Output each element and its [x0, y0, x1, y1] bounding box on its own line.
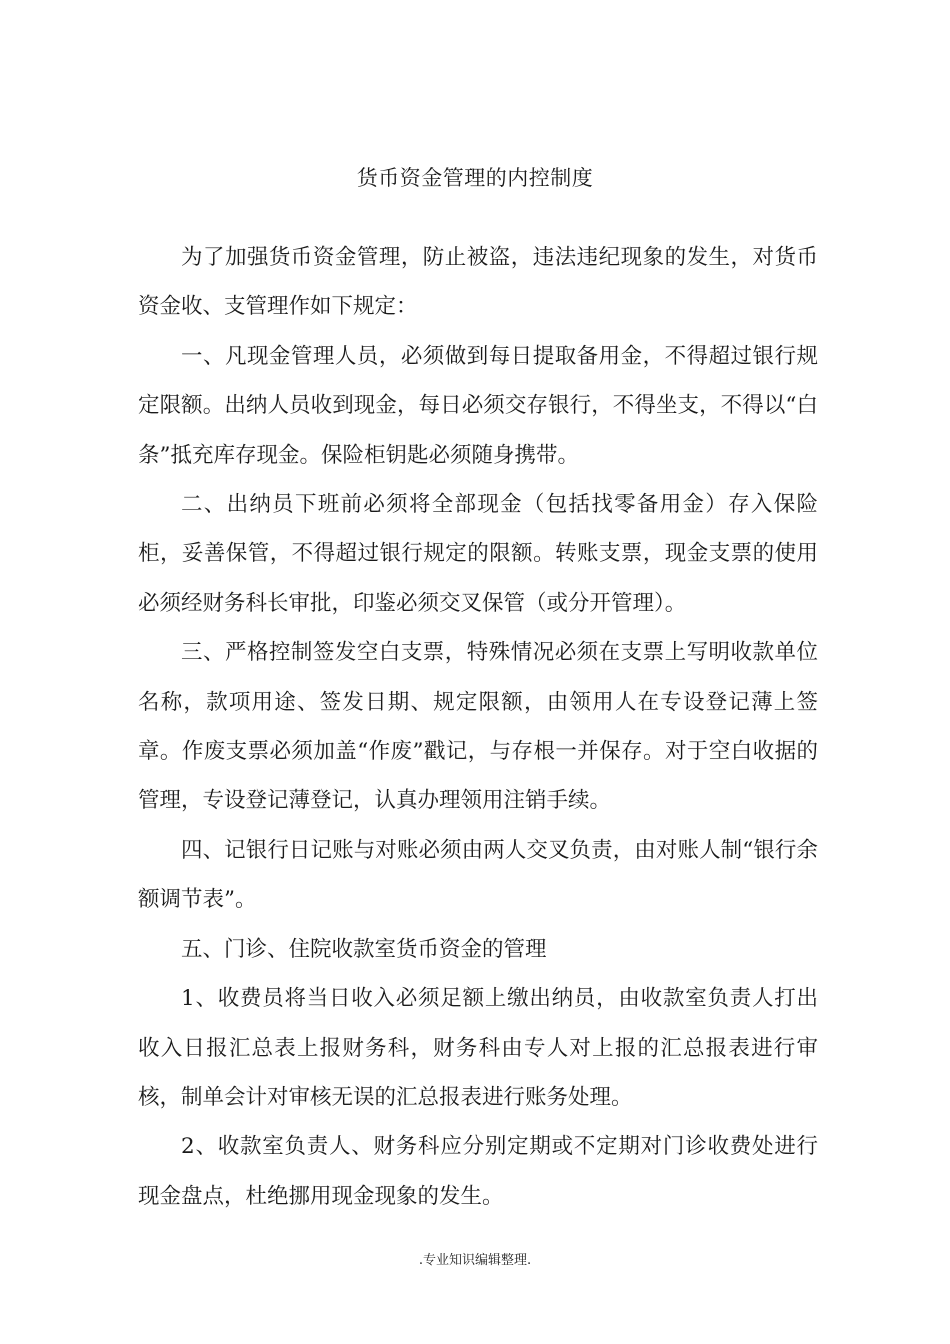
paragraph-rule-5-heading: 五、门诊、住院收款室货币资金的管理	[181, 936, 547, 962]
page-footer: .专业知识编辑整理.	[418, 1253, 532, 1268]
paragraph-rule-1: 一、凡现金管理人员，必须做到每日提取备用金，不得超过银行规定限额。出纳人员收到现金，每日必须交存银行，不得坐支，不得以“白条”抵充库存现金。保险柜钥匙必须随身携带。	[138, 343, 818, 468]
document-body	[138, 233, 818, 1221]
paragraph-rule-2: 二、出纳员下班前必须将全部现金（包括找零备用金）存入保险柜，妥善保管，不得超过银行规定的限额。转账支票，现金支票的使用必须经财务科长审批，印鉴必须交叉保管（或分开管理）。	[138, 492, 818, 616]
paragraph-rule-4: 四、记银行日记账与对账必须由两人交叉负责，由对账人制“银行余额调节表”。	[138, 837, 818, 913]
paragraph-intro: 为了加强货币资金管理，防止被盗，违法违纪现象的发生，对货币资金收、支管理作如下规定：	[138, 245, 818, 320]
paragraph-rule-5-item-1: 1、收费员将当日收入必须足额上缴出纳员，由收款室负责人打出收入日报汇总表上报财务科，财务科由专人对上报的汇总报表进行审核，制单会计对审核无误的汇总报表进行账务处理。	[138, 986, 818, 1110]
paragraph-rule-5-item-2: 2、收款室负责人、财务科应分别定期或不定期对门诊收费处进行现金盘点，杜绝挪用现金现象的发生。	[138, 1134, 818, 1209]
paragraph-rule-3: 三、严格控制签发空白支票，特殊情况必须在支票上写明收款单位名称，款项用途、签发日期、规定限额，由领用人在专设登记薄上签章。作废支票必须加盖“作废”戳记，与存根一并保存。对于空白收据的管理，专设登记薄登记，认真办理领用注销手续。	[138, 640, 818, 814]
document-title: 货币资金管理的内控制度	[356, 166, 594, 190]
